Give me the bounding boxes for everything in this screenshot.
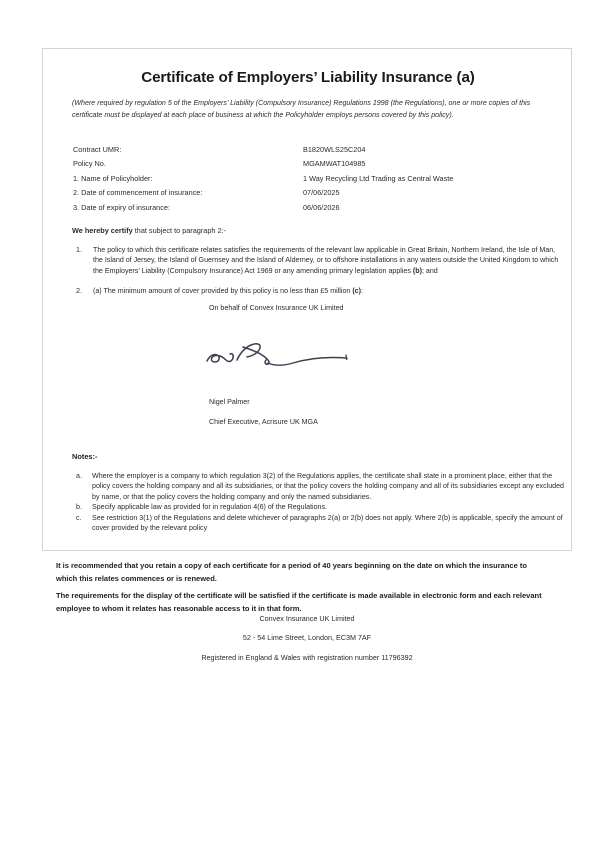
clause-text [93, 245, 565, 276]
table-row [73, 201, 553, 215]
note-marker: a. [76, 472, 82, 480]
table-row [73, 143, 553, 157]
detail-value: B1820WLS25C204 [303, 145, 366, 154]
list-item [76, 502, 565, 512]
footer-company-name: Convex Insurance UK Limited [259, 614, 355, 623]
note-text: Where the employer is a company to which regulation 3(2) of the Regulations applies, the certificate shall state in a prominent place, either that the policy covers the holding company and all its subsidiaries, or that the policy covers the holding company and all of its subsidiaries except any excluded by name, or that the policy covers the holding company and only the named subsidiaries. [92, 472, 564, 501]
clause-body: (a) The minimum amount of cover provided by this policy is no less than £5 million [93, 287, 353, 295]
certificate-border-box [42, 48, 572, 551]
note-marker: c. [76, 513, 82, 522]
detail-value: MGAMWAT104985 [303, 159, 366, 169]
intro-paragraph: (Where required by regulation 5 of the Employers’ Liability (Compulsory Insurance) Regulations 1998 (the Regulations), one or more copies of this certificate must be displayed at each place of business at which the Policyholder employs persons covered by this policy). [72, 99, 531, 119]
signer-name: Nigel Palmer [209, 398, 250, 406]
signer-role: Chief Executive, Acrisure UK MGA [209, 418, 318, 426]
on-behalf-of-text: On behalf of Convex Insurance UK Limited [209, 304, 344, 312]
table-row [73, 157, 553, 171]
detail-label: 1. Name of Policyholder: [73, 173, 153, 183]
detail-label: 2. Date of commencement of insurance: [73, 188, 203, 198]
clause-number: 2. [76, 287, 82, 295]
list-item [76, 471, 565, 502]
table-row [73, 172, 553, 186]
clause-ref: (c) [352, 287, 361, 295]
certify-lead-bold: We hereby certify [72, 226, 133, 235]
policy-details-table [73, 143, 553, 215]
clause-number: 1. [76, 246, 82, 254]
note-text: Specify applicable law as provided for in regulation 4(6) of the Regulations. [92, 503, 328, 512]
detail-value: 07/06/2025 [303, 188, 340, 198]
footer-registration: Registered in England & Wales with registration number 11796392 [201, 653, 413, 662]
certify-lead-rest: that subject to paragraph 2:- [132, 226, 226, 235]
footer-address: 52 - 54 Lime Street, London, EC3M 7AF [242, 633, 372, 642]
detail-label: 3. Date of expiry of insurance: [73, 202, 170, 212]
footer-recommendation-paragraph: It is recommended that you retain a copy of each certificate for a period of 40 years beginning on the date on which the insurance to which this relates commences or is renewed. [56, 561, 527, 583]
list-item [76, 513, 565, 534]
handwritten-signature-icon [199, 331, 379, 373]
clause-tail: ; and [421, 266, 438, 275]
detail-label: Policy No. [73, 159, 106, 169]
clause-ref: (b) [412, 266, 422, 275]
detail-value: 06/06/2026 [303, 202, 340, 212]
footer-display-requirements-paragraph: The requirements for the display of the certificate will be satisfied if the certificate is made available in electronic form and each relevant employee to whom it relates has reasonable access to it in that form. [56, 591, 542, 613]
note-marker: b. [76, 503, 82, 512]
certify-lead [72, 225, 562, 236]
detail-label: Contract UMR: [73, 145, 122, 154]
page-title: Certificate of Employers’ Liability Insurance (a) [141, 69, 475, 86]
notes-heading: Notes:- [72, 452, 98, 461]
clause-body: The policy to which this certificate relates satisfies the requirements of the relevant law applicable in Great Britain, Northern Ireland, the Isle of Man, the Island of Jersey, the Island of Guernsey and the Island of Alderney, or to offshore installations in any waters outside the United Kingdom to which the Employers’ Liability (Compulsory Insurance) Act 1969 or any amending primary legislation applies [93, 246, 559, 275]
note-text: See restriction 3(1) of the Regulations and delete whichever of paragraphs 2(a) or 2(b) does not apply. Where 2(b) is applicable, specify the amount of cover provided by the relevant policy [92, 513, 563, 533]
detail-value: 1 Way Recycling Ltd Trading as Central Waste [303, 173, 454, 183]
clause-text [93, 286, 565, 296]
notes-list [76, 471, 565, 533]
clause-tail: : [360, 287, 363, 295]
table-row [73, 186, 553, 200]
certify-clause-1 [76, 245, 565, 276]
certify-clause-2 [76, 286, 565, 296]
